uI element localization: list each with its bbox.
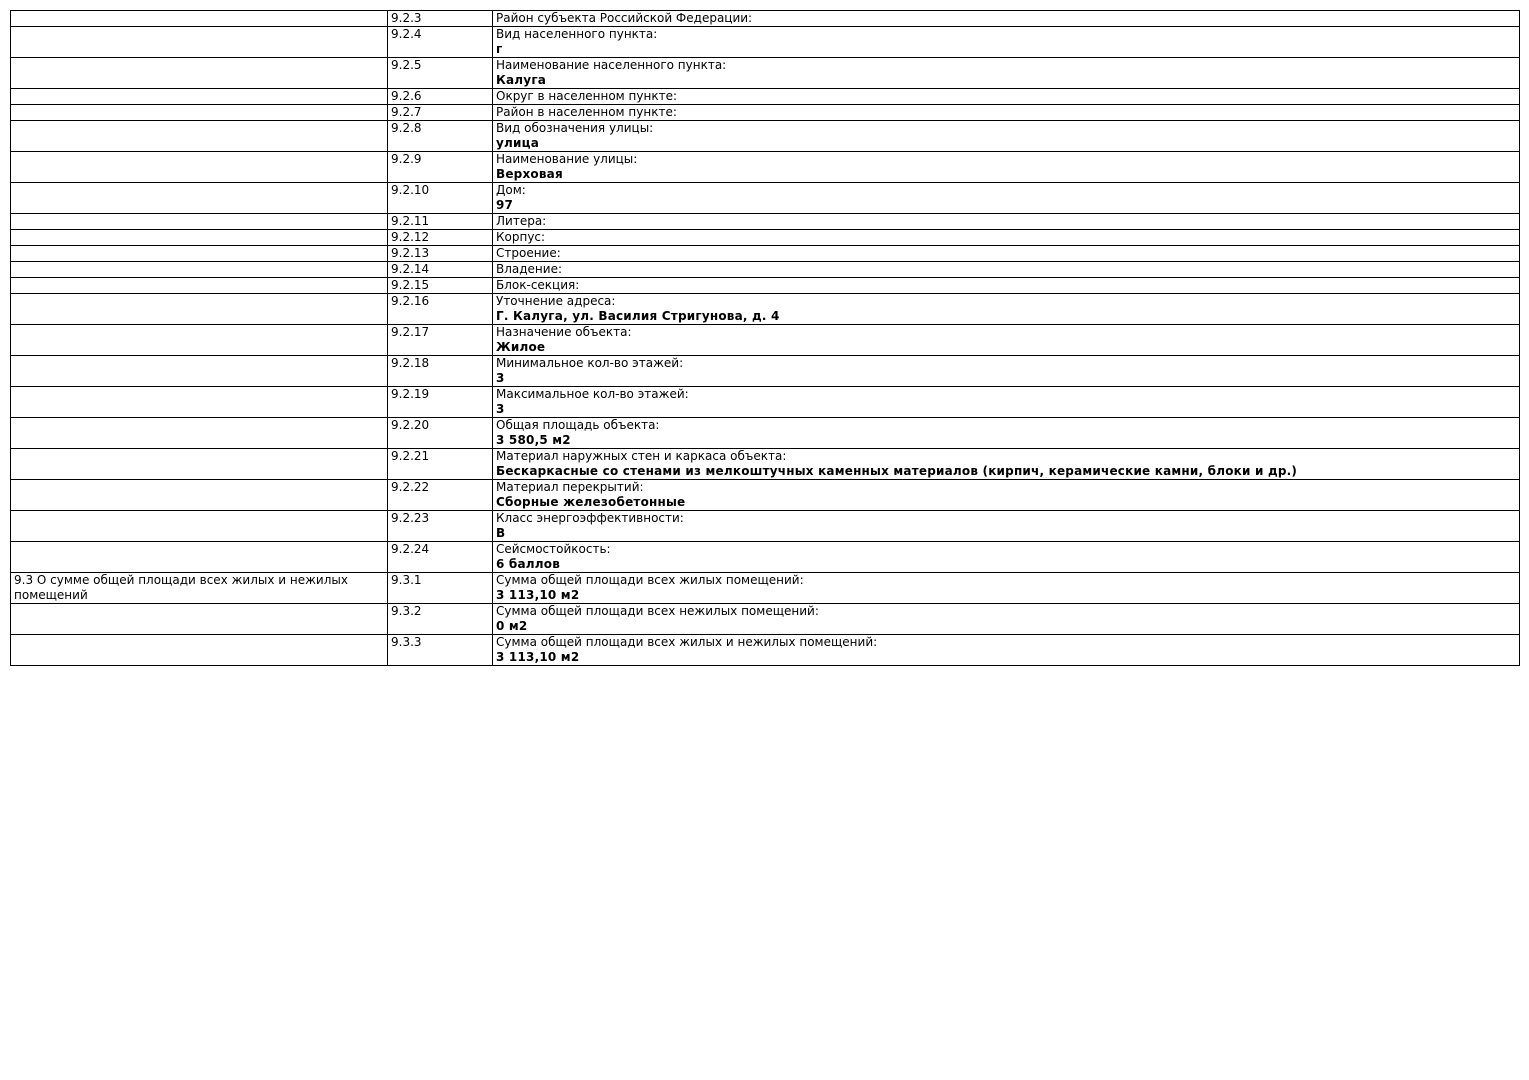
item-code-cell: 9.3.1 xyxy=(388,573,493,604)
section-title-cell xyxy=(11,542,388,573)
field-cell xyxy=(493,183,1520,214)
field-cell xyxy=(493,278,1520,294)
field-value: 3 113,10 м2 xyxy=(496,588,580,602)
section-title-cell xyxy=(11,387,388,418)
field-label: Материал наружных стен и каркаса объекта: xyxy=(496,449,787,463)
item-code-cell: 9.2.7 xyxy=(388,105,493,121)
field-value: 0 м2 xyxy=(496,619,528,633)
table-row xyxy=(11,356,1520,387)
field-label: Литера: xyxy=(496,214,547,228)
field-label: Назначение объекта: xyxy=(496,325,632,339)
item-code-cell: 9.2.16 xyxy=(388,294,493,325)
table-row xyxy=(11,573,1520,604)
section-title-cell xyxy=(11,246,388,262)
table-row xyxy=(11,542,1520,573)
item-code-cell: 9.2.10 xyxy=(388,183,493,214)
section-title-cell xyxy=(11,230,388,246)
section-title-cell xyxy=(11,27,388,58)
field-cell xyxy=(493,58,1520,89)
item-code-cell: 9.2.14 xyxy=(388,262,493,278)
field-cell xyxy=(493,449,1520,480)
item-code-cell: 9.2.19 xyxy=(388,387,493,418)
table-row xyxy=(11,214,1520,230)
table-row xyxy=(11,183,1520,214)
section-title-cell xyxy=(11,214,388,230)
field-value: г xyxy=(496,42,503,56)
section-title-cell xyxy=(11,294,388,325)
item-code-cell: 9.2.3 xyxy=(388,11,493,27)
table-row xyxy=(11,325,1520,356)
section-title-cell xyxy=(11,11,388,27)
field-label: Корпус: xyxy=(496,230,546,244)
table-row xyxy=(11,121,1520,152)
field-cell xyxy=(493,105,1520,121)
table-row xyxy=(11,230,1520,246)
field-cell xyxy=(493,604,1520,635)
table-row xyxy=(11,27,1520,58)
item-code-cell: 9.2.6 xyxy=(388,89,493,105)
item-code-cell: 9.2.4 xyxy=(388,27,493,58)
table-row xyxy=(11,278,1520,294)
field-cell xyxy=(493,27,1520,58)
item-code-cell: 9.2.13 xyxy=(388,246,493,262)
field-cell xyxy=(493,11,1520,27)
field-label: Блок-секция: xyxy=(496,278,580,292)
table-row xyxy=(11,480,1520,511)
item-code-cell: 9.2.17 xyxy=(388,325,493,356)
field-cell xyxy=(493,356,1520,387)
field-value: 3 xyxy=(496,371,505,385)
field-value: Г. Калуга, ул. Василия Стригунова, д. 4 xyxy=(496,309,780,323)
table-row xyxy=(11,89,1520,105)
field-label: Общая площадь объекта: xyxy=(496,418,660,432)
field-cell xyxy=(493,418,1520,449)
section-title-cell xyxy=(11,449,388,480)
section-title-cell xyxy=(11,635,388,666)
section-title-cell xyxy=(11,278,388,294)
field-label: Вид обозначения улицы: xyxy=(496,121,654,135)
item-code-cell: 9.2.8 xyxy=(388,121,493,152)
section-title-cell xyxy=(11,121,388,152)
field-label: Максимальное кол-во этажей: xyxy=(496,387,689,401)
field-value: Калуга xyxy=(496,73,547,87)
section-title-cell xyxy=(11,152,388,183)
field-label: Класс энергоэффективности: xyxy=(496,511,684,525)
field-cell xyxy=(493,89,1520,105)
section-title-cell xyxy=(11,183,388,214)
field-label: Владение: xyxy=(496,262,563,276)
field-value: 3 113,10 м2 xyxy=(496,650,580,664)
field-cell xyxy=(493,121,1520,152)
declaration-table-body xyxy=(11,11,1520,666)
table-row xyxy=(11,418,1520,449)
item-code-cell: 9.2.22 xyxy=(388,480,493,511)
table-row xyxy=(11,294,1520,325)
field-value: Верховая xyxy=(496,167,563,181)
field-label: Сумма общей площади всех жилых помещений: xyxy=(496,573,804,587)
item-code-cell: 9.3.2 xyxy=(388,604,493,635)
section-title-cell xyxy=(11,480,388,511)
item-code-cell: 9.2.21 xyxy=(388,449,493,480)
item-code-cell: 9.2.11 xyxy=(388,214,493,230)
section-title-cell: 9.3 О сумме общей площади всех жилых и нежилых помещений xyxy=(11,573,388,604)
field-cell xyxy=(493,294,1520,325)
item-code-cell: 9.2.24 xyxy=(388,542,493,573)
item-code-cell: 9.3.3 xyxy=(388,635,493,666)
field-cell xyxy=(493,325,1520,356)
field-label: Уточнение адреса: xyxy=(496,294,616,308)
field-cell xyxy=(493,387,1520,418)
item-code-cell: 9.2.15 xyxy=(388,278,493,294)
table-row xyxy=(11,58,1520,89)
table-row xyxy=(11,246,1520,262)
section-title-cell xyxy=(11,105,388,121)
field-label: Материал перекрытий: xyxy=(496,480,644,494)
section-title-cell xyxy=(11,325,388,356)
table-row xyxy=(11,387,1520,418)
field-label: Наименование населенного пункта: xyxy=(496,58,727,72)
field-label: Строение: xyxy=(496,246,561,260)
field-label: Сумма общей площади всех жилых и нежилых помещений: xyxy=(496,635,878,649)
table-row xyxy=(11,105,1520,121)
section-title-cell xyxy=(11,262,388,278)
field-label: Сейсмостойкость: xyxy=(496,542,611,556)
field-label: Район субъекта Российской Федерации: xyxy=(496,11,753,25)
field-cell xyxy=(493,480,1520,511)
field-value: 3 580,5 м2 xyxy=(496,433,571,447)
item-code-cell: 9.2.20 xyxy=(388,418,493,449)
section-title-cell xyxy=(11,58,388,89)
field-value: Жилое xyxy=(496,340,546,354)
section-title-cell xyxy=(11,418,388,449)
field-value: Сборные железобетонные xyxy=(496,495,686,509)
section-title-cell xyxy=(11,89,388,105)
field-cell xyxy=(493,152,1520,183)
item-code-cell: 9.2.9 xyxy=(388,152,493,183)
field-value: 3 xyxy=(496,402,505,416)
field-value: В xyxy=(496,526,506,540)
field-label: Наименование улицы: xyxy=(496,152,638,166)
field-cell xyxy=(493,573,1520,604)
field-cell xyxy=(493,542,1520,573)
item-code-cell: 9.2.12 xyxy=(388,230,493,246)
section-title-cell xyxy=(11,604,388,635)
item-code-cell: 9.2.18 xyxy=(388,356,493,387)
field-label: Дом: xyxy=(496,183,526,197)
table-row xyxy=(11,635,1520,666)
field-cell xyxy=(493,262,1520,278)
item-code-cell: 9.2.23 xyxy=(388,511,493,542)
field-cell xyxy=(493,635,1520,666)
field-label: Сумма общей площади всех нежилых помещений: xyxy=(496,604,819,618)
field-cell xyxy=(493,230,1520,246)
field-cell xyxy=(493,246,1520,262)
item-code-cell: 9.2.5 xyxy=(388,58,493,89)
table-row xyxy=(11,449,1520,480)
table-row xyxy=(11,11,1520,27)
field-cell xyxy=(493,511,1520,542)
field-label: Вид населенного пункта: xyxy=(496,27,658,41)
field-value: Бескаркасные со стенами из мелкоштучных каменных материалов (кирпич, керамические камни, блоки и др.) xyxy=(496,464,1298,478)
table-row xyxy=(11,604,1520,635)
table-row xyxy=(11,262,1520,278)
table-row xyxy=(11,152,1520,183)
section-title-cell xyxy=(11,356,388,387)
field-cell xyxy=(493,214,1520,230)
declaration-table xyxy=(10,10,1520,666)
field-label: Округ в населенном пункте: xyxy=(496,89,678,103)
field-label: Район в населенном пункте: xyxy=(496,105,677,119)
table-row xyxy=(11,511,1520,542)
field-value: 97 xyxy=(496,198,514,212)
field-label: Минимальное кол-во этажей: xyxy=(496,356,684,370)
section-title-cell xyxy=(11,511,388,542)
field-value: 6 баллов xyxy=(496,557,561,571)
field-value: улица xyxy=(496,136,540,150)
